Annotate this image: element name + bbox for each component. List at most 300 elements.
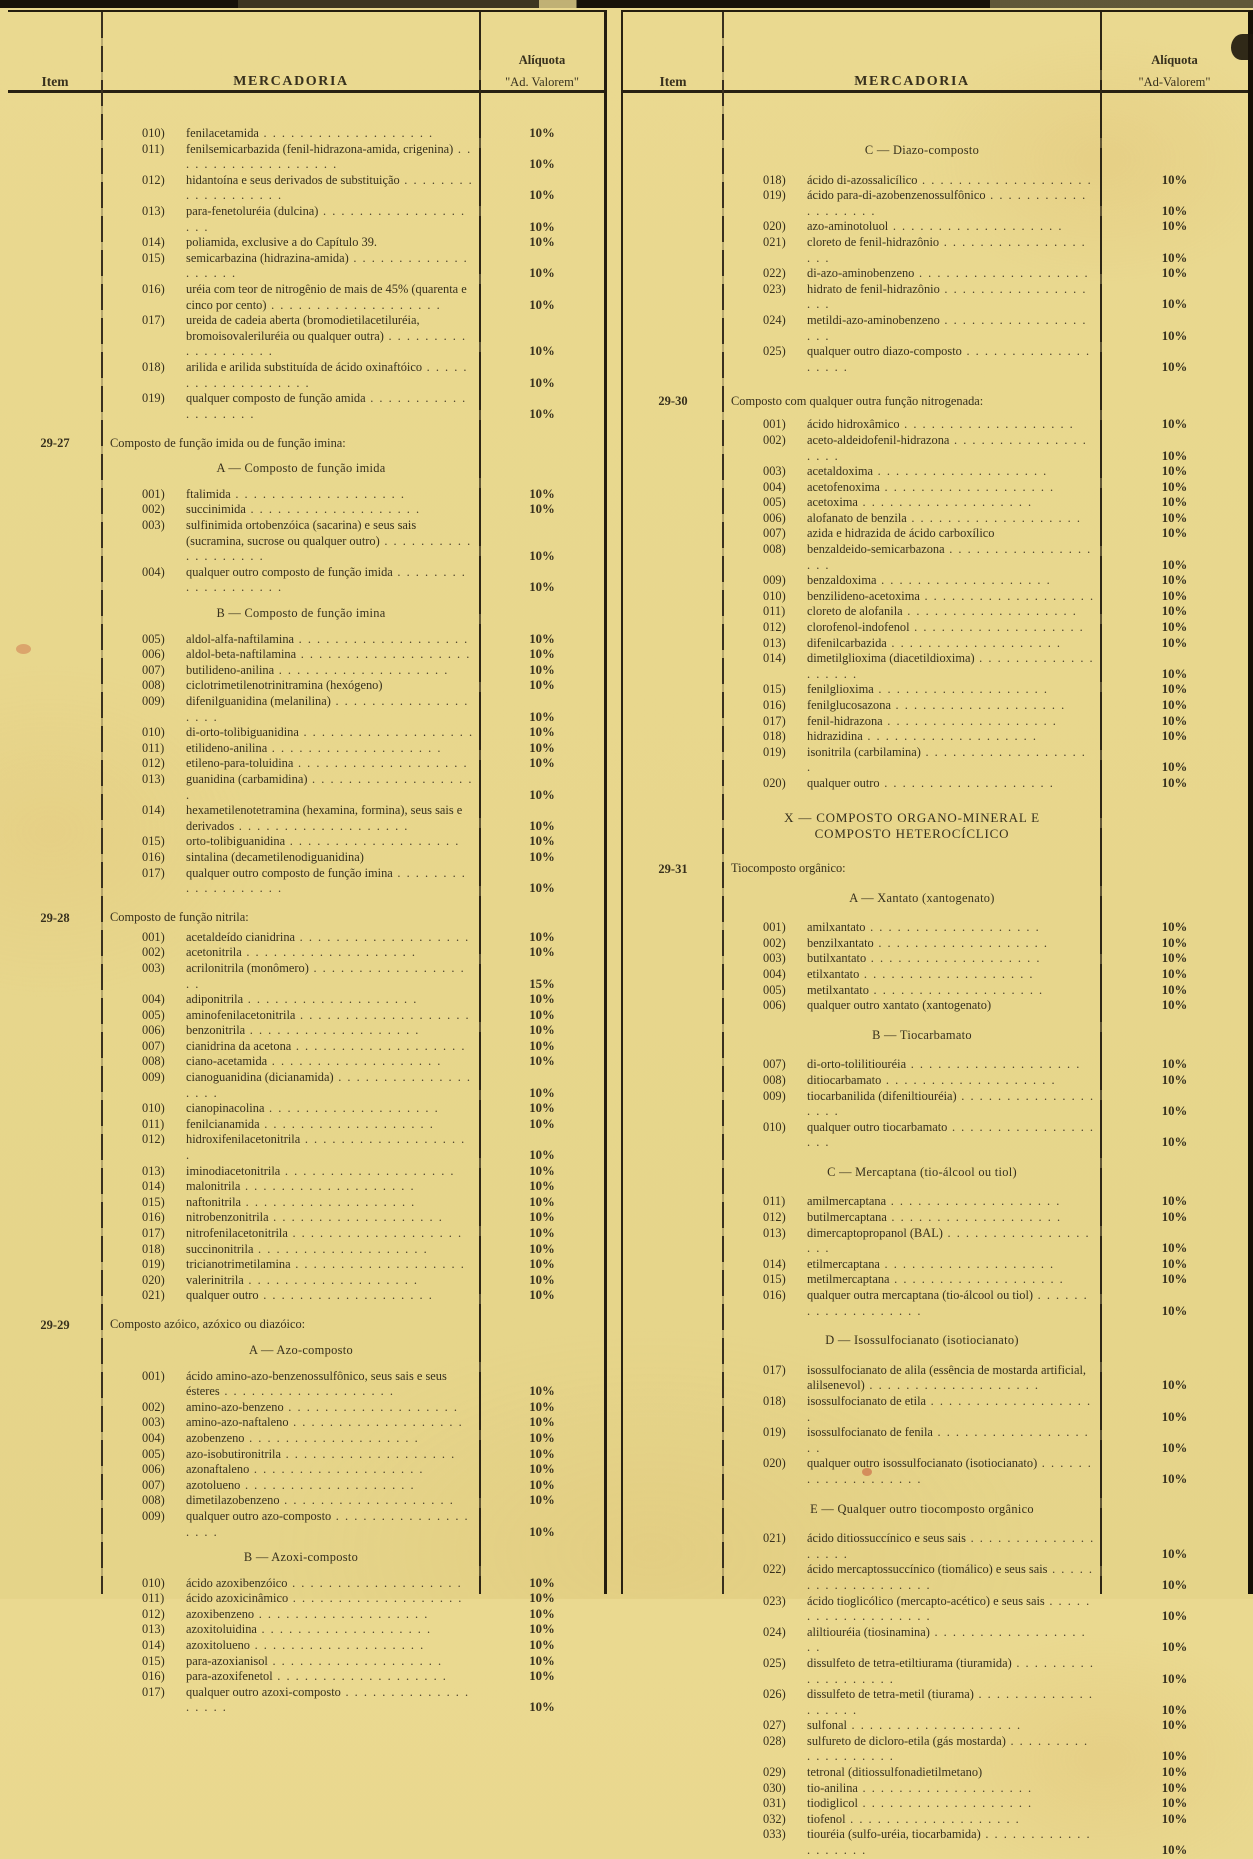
entry-text: tiouréia (sulfo-uréia, tiocarbamida) . . . xyxy=(807,1827,1095,1858)
item-code-cell xyxy=(8,1023,102,1024)
rate-value: 10% xyxy=(529,1669,555,1684)
tariff-entry-row xyxy=(8,565,604,596)
entry-number: 001) xyxy=(142,486,165,501)
entry-text: cianopinacolina . . . xyxy=(186,1101,474,1117)
rate-value: 10% xyxy=(529,1700,555,1715)
rate-value: 10% xyxy=(1161,250,1188,265)
rate-value: 10% xyxy=(529,1415,555,1430)
entry-description-cell xyxy=(102,1576,480,1592)
rate-value: 10% xyxy=(529,1038,555,1053)
subsection-heading: C — Diazo-composto xyxy=(864,143,980,157)
tariff-entry-row xyxy=(623,1272,1248,1288)
entry-description-cell xyxy=(102,1685,480,1716)
entry-number: 019) xyxy=(763,188,786,203)
item-code-cell xyxy=(8,803,102,804)
rate-value: 10% xyxy=(1161,266,1188,281)
entry-description-cell xyxy=(102,1607,480,1623)
entry-text: nitrobenzonitrila . . . xyxy=(186,1210,474,1226)
entry-number: 014) xyxy=(142,1638,165,1653)
entry-number: 015) xyxy=(142,1653,165,1668)
entry-number: 011) xyxy=(142,740,165,755)
tariff-entry-row xyxy=(8,1447,604,1463)
rate-value: 10% xyxy=(1161,982,1188,997)
tariff-entry-row xyxy=(623,511,1248,527)
rate-value: 10% xyxy=(1161,1440,1188,1455)
dot-leader xyxy=(888,219,1063,233)
dot-leader xyxy=(887,636,1062,650)
item-code-cell xyxy=(8,565,102,566)
entry-description-cell xyxy=(723,776,1101,792)
entry-number: 018) xyxy=(142,1241,165,1256)
entry-text: acetofenoxima . . . xyxy=(807,480,1095,496)
entry-description-cell xyxy=(102,663,480,679)
rate-value: 10% xyxy=(529,1054,555,1069)
entry-number: 004) xyxy=(763,479,786,494)
item-code-cell xyxy=(8,235,102,236)
item-code-cell xyxy=(8,1607,102,1608)
entry-description-cell xyxy=(723,266,1101,282)
dot-leader xyxy=(880,480,1055,494)
entry-number: 010) xyxy=(142,126,165,140)
rate-value: 10% xyxy=(1161,1471,1188,1486)
dot-leader xyxy=(920,589,1095,603)
dot-leader xyxy=(295,1008,470,1022)
entry-text: succinonitrila . . . xyxy=(186,1242,474,1258)
tariff-entry-row xyxy=(623,1089,1248,1120)
entry-description-cell xyxy=(102,360,480,391)
tariff-entry-row xyxy=(8,1226,604,1242)
tariff-entry-row xyxy=(8,1607,604,1623)
item-column-rule xyxy=(722,12,724,1594)
dot-leader xyxy=(880,776,1055,790)
tariff-entry-row xyxy=(623,698,1248,714)
entry-description-cell xyxy=(723,714,1101,730)
entry-text: clorofenol-indofenol . . . xyxy=(807,620,1095,636)
rate-value: 10% xyxy=(1161,1072,1188,1087)
subsection-row xyxy=(8,606,604,622)
item-code-cell xyxy=(8,1576,102,1577)
tariff-entry-row xyxy=(623,464,1248,480)
tariff-entry-row xyxy=(623,1194,1248,1210)
tariff-entry-row xyxy=(8,1288,604,1304)
entry-number: 015) xyxy=(763,1272,786,1287)
entry-text: acrilonitrila (monômero) . . . xyxy=(186,961,474,992)
entry-number: 013) xyxy=(142,771,165,786)
entry-text: azoxitolueno . . . xyxy=(186,1638,474,1654)
entry-number: 006) xyxy=(142,1023,165,1038)
subsection-row xyxy=(623,1502,1248,1518)
subsection-row xyxy=(8,1343,604,1359)
rate-value: 10% xyxy=(529,1606,555,1621)
entry-text: tiofenol . . . xyxy=(807,1812,1095,1828)
dot-leader xyxy=(299,725,474,739)
rate-value: 10% xyxy=(529,1179,555,1194)
item-code-cell xyxy=(623,983,723,984)
tariff-entry-row xyxy=(8,945,604,961)
rate-value: 10% xyxy=(529,126,555,140)
rate-value: 10% xyxy=(529,502,555,517)
entry-number: 026) xyxy=(763,1687,786,1702)
entry-text: benzaldeido-semicarbazona . . . xyxy=(807,542,1095,573)
item-code-cell xyxy=(623,1656,723,1657)
item-code-cell xyxy=(8,1415,102,1416)
entry-text: ácido mercaptossuccínico (tiomálico) e seus sais . . . xyxy=(807,1562,1095,1593)
entry-text: hexametilenotetramina (hexamina, formina), seus sais e derivados . . . xyxy=(186,803,474,834)
tariff-entry-row xyxy=(8,678,604,694)
entry-number: 011) xyxy=(142,1116,165,1131)
item-code-cell xyxy=(8,1669,102,1670)
entry-number: 013) xyxy=(142,203,165,218)
rate-value: 10% xyxy=(1161,526,1188,541)
tariff-entry-row xyxy=(623,714,1248,730)
item-code-cell xyxy=(623,1363,723,1364)
dot-leader xyxy=(903,604,1078,618)
entry-description-cell xyxy=(102,1400,480,1416)
item-code-cell xyxy=(623,936,723,937)
rate-value: 10% xyxy=(529,157,555,172)
entry-number: 018) xyxy=(142,359,165,374)
entry-description-cell xyxy=(102,1117,480,1133)
entry-text: qualquer outro . . . xyxy=(807,776,1095,792)
entry-description-cell xyxy=(102,1023,480,1039)
entry-description-cell xyxy=(102,204,480,235)
item-code-cell xyxy=(8,1431,102,1432)
entry-text: azonaftaleno . . . xyxy=(186,1462,474,1478)
item-code-cell xyxy=(623,1718,723,1719)
entry-number: 012) xyxy=(142,1132,165,1147)
entry-text: qualquer outro composto de função imida . . . xyxy=(186,565,474,596)
tariff-entry-row xyxy=(623,282,1248,313)
entry-text: ciclotrimetilenotrinitramina (hexógeno) xyxy=(186,678,383,693)
entry-number: 004) xyxy=(763,966,786,981)
tariff-entry-row xyxy=(623,1456,1248,1487)
entry-number: 007) xyxy=(763,526,786,541)
entry-description-cell xyxy=(102,1273,480,1289)
entry-text: tetronal (ditiossulfonadietilmetano) xyxy=(807,1765,983,1780)
dot-leader xyxy=(243,992,418,1006)
entry-number: 029) xyxy=(763,1765,786,1780)
entry-number: 004) xyxy=(142,564,165,579)
tariff-entry-row xyxy=(8,1132,604,1163)
tariff-entry-row xyxy=(623,589,1248,605)
rate-value: 10% xyxy=(529,1493,555,1508)
entry-number: 015) xyxy=(142,834,165,849)
entry-text: fenilcianamida . . . xyxy=(186,1117,474,1133)
rate-value: 10% xyxy=(1161,1135,1188,1150)
dot-leader xyxy=(234,819,409,833)
item-code-cell xyxy=(8,1343,102,1344)
entry-text: guanidina (carbamidina) . . . xyxy=(186,772,474,803)
dot-leader xyxy=(241,1195,416,1209)
section-row xyxy=(8,910,604,926)
entry-description-cell xyxy=(102,930,480,946)
tariff-entry-row xyxy=(623,1120,1248,1151)
tariff-entry-row xyxy=(8,126,604,142)
entry-text: ftalimida . . . xyxy=(186,487,474,503)
section-title: Composto azóico, azóxico ou diazóico: xyxy=(110,1317,306,1332)
entry-text: benzonitrila . . . xyxy=(186,1023,474,1039)
dot-leader xyxy=(267,298,442,312)
item-code-cell xyxy=(623,1120,723,1121)
entry-description-cell xyxy=(723,1625,1101,1656)
tariff-entry-row xyxy=(623,173,1248,189)
item-code-cell xyxy=(8,1070,102,1071)
entry-number: 016) xyxy=(142,1210,165,1225)
item-code-cell xyxy=(623,480,723,481)
tariff-entry-row xyxy=(623,636,1248,652)
item-code-cell xyxy=(8,126,102,127)
rate-value: 10% xyxy=(529,945,555,960)
entry-text: aminofenilacetonitrila . . . xyxy=(186,1008,474,1024)
entry-text: dimetilazobenzeno . . . xyxy=(186,1493,474,1509)
aliquota-sublabel: "Ad-Valorem" xyxy=(1138,75,1211,89)
entry-number: 004) xyxy=(142,992,165,1007)
tariff-entry-row xyxy=(8,235,604,251)
item-code-cell xyxy=(623,604,723,605)
item-code-cell xyxy=(623,1562,723,1563)
item-code-cell xyxy=(8,1101,102,1102)
entry-number: 002) xyxy=(142,945,165,960)
entry-text: hidrato de fenil-hidrazônio . . . xyxy=(807,282,1095,313)
entry-number: 024) xyxy=(763,312,786,327)
tariff-entry-row xyxy=(8,694,604,725)
entry-number: 019) xyxy=(142,391,165,406)
entry-number: 002) xyxy=(142,1399,165,1414)
tariff-entry-row xyxy=(8,1242,604,1258)
table-header xyxy=(8,12,604,93)
rate-value: 10% xyxy=(1161,1796,1188,1811)
rate-value: 10% xyxy=(529,219,555,234)
entry-description-cell xyxy=(723,511,1101,527)
item-code-cell xyxy=(8,992,102,993)
entry-description-cell xyxy=(102,518,480,565)
entry-number: 005) xyxy=(763,495,786,510)
entry-number: 012) xyxy=(142,756,165,771)
entry-description-cell xyxy=(102,502,480,518)
entry-number: 020) xyxy=(142,1272,165,1287)
item-code-cell xyxy=(623,729,723,730)
subsection-heading: D — Isossulfocianato (isotiocianato) xyxy=(825,1333,1019,1348)
rate-value: 10% xyxy=(1161,1749,1188,1764)
rate-value: 10% xyxy=(1161,1256,1188,1271)
item-code-cell xyxy=(623,433,723,434)
dot-leader xyxy=(291,1257,466,1271)
entry-text: qualquer outro tiocarbamato . . . xyxy=(807,1120,1095,1151)
item-code-cell xyxy=(623,1734,723,1735)
rate-value: 10% xyxy=(1161,666,1188,681)
rate-value: 10% xyxy=(529,818,555,833)
rate-value: 10% xyxy=(529,787,555,802)
entry-description-cell xyxy=(723,1120,1101,1151)
item-code-cell xyxy=(623,1333,723,1334)
tariff-entry-row xyxy=(623,1210,1248,1226)
entry-text: cloreto de fenil-hidrazônio . . . xyxy=(807,235,1095,266)
rate-value: 10% xyxy=(1161,1194,1188,1209)
rate-value: 10% xyxy=(1161,1577,1188,1592)
rate-value: 10% xyxy=(1161,1765,1188,1780)
entry-description-cell xyxy=(723,1425,1101,1456)
rate-value: 10% xyxy=(1161,760,1188,775)
item-code-cell xyxy=(8,1462,102,1463)
entry-number: 018) xyxy=(763,1394,786,1408)
entry-text: ácido di-azossalicílico . . . xyxy=(807,173,1095,189)
tariff-entry-row xyxy=(623,1781,1248,1797)
tariff-entry-row xyxy=(623,1656,1248,1687)
entry-description-cell xyxy=(723,282,1101,313)
item-code-cell xyxy=(8,1638,102,1639)
rate-value: 10% xyxy=(1161,920,1188,935)
dot-leader xyxy=(257,1622,432,1636)
entry-text: aceto-aldeidofenil-hidrazona . . . xyxy=(807,433,1095,464)
entry-description-cell xyxy=(102,1478,480,1494)
entry-description-cell xyxy=(102,1288,480,1304)
rate-value: 10% xyxy=(1161,1057,1188,1072)
entry-number: 012) xyxy=(142,172,165,187)
tariff-entry-row xyxy=(623,417,1248,433)
dot-leader xyxy=(288,1226,463,1240)
subsection-row xyxy=(623,143,1248,159)
rate-value: 10% xyxy=(529,756,555,771)
entry-number: 019) xyxy=(763,744,786,759)
entry-text: para-azoxianisol . . . xyxy=(186,1654,474,1670)
dot-leader xyxy=(281,1447,456,1461)
rate-value: 10% xyxy=(529,1524,555,1539)
tariff-entry-row xyxy=(623,1562,1248,1593)
entry-number: 002) xyxy=(763,432,786,447)
entry-text: tiocarbanilida (difeniltiouréia) . . . xyxy=(807,1089,1095,1120)
entry-number: 015) xyxy=(142,1194,165,1209)
entry-description-cell xyxy=(102,1622,480,1638)
tariff-entry-row xyxy=(8,1685,604,1716)
rate-value: 10% xyxy=(529,647,555,662)
item-code-cell xyxy=(8,1226,102,1227)
dot-leader xyxy=(883,714,1058,728)
item-code-cell xyxy=(623,810,723,811)
entry-description-cell xyxy=(102,1447,480,1463)
item-code-cell xyxy=(623,951,723,952)
entry-number: 008) xyxy=(142,1493,165,1508)
rate-value: 10% xyxy=(529,881,555,896)
tariff-entry-row xyxy=(8,647,604,663)
item-code-cell xyxy=(623,1781,723,1782)
dot-leader xyxy=(253,1242,428,1256)
rate-value: 10% xyxy=(1161,495,1188,510)
entry-number: 007) xyxy=(763,1057,786,1072)
tariff-entry-row xyxy=(623,1425,1248,1456)
item-code-cell xyxy=(623,1456,723,1457)
rate-value: 10% xyxy=(1161,1104,1188,1119)
entry-number: 010) xyxy=(763,1119,786,1134)
entry-number: 008) xyxy=(142,678,165,693)
entry-text: dissulfeto de tetra-etiltiurama (tiuramida) . . . xyxy=(807,1656,1095,1687)
dot-leader xyxy=(259,1288,434,1302)
entry-number: 011) xyxy=(763,1194,786,1209)
entry-text: fenilglucosazona . . . xyxy=(807,698,1095,714)
tariff-entry-row xyxy=(623,1827,1248,1858)
dot-leader xyxy=(240,1478,415,1492)
dot-leader xyxy=(846,1812,1021,1826)
tariff-entry-row xyxy=(8,866,604,897)
table-header xyxy=(623,12,1248,93)
rate-value: 10% xyxy=(529,631,555,646)
item-code-cell xyxy=(623,282,723,283)
item-code-cell xyxy=(8,1054,102,1055)
item-code-cell xyxy=(8,756,102,757)
entry-text: fenilsemicarbazida (fenil-hidrazona-amida, crigenina) . . . xyxy=(186,142,474,173)
item-code-cell xyxy=(8,725,102,726)
item-column-rule xyxy=(101,12,103,1594)
entry-number: 011) xyxy=(142,1591,165,1606)
entry-number: 014) xyxy=(763,651,786,666)
section-title: Composto com qualquer outra função nitrogenada: xyxy=(731,393,984,408)
entry-text: naftonitrila . . . xyxy=(186,1195,474,1211)
rate-value: 10% xyxy=(529,1210,555,1225)
entry-text: uréia com teor de nitrogênio de mais de 45% (quarenta e cinco por cento) . . . xyxy=(186,282,474,313)
entry-description-cell xyxy=(102,1493,480,1509)
entry-number: 017) xyxy=(763,1362,786,1377)
tariff-entry-row xyxy=(8,1164,604,1180)
entry-number: 025) xyxy=(763,1655,786,1670)
entry-description-cell xyxy=(102,741,480,757)
dot-leader xyxy=(274,663,449,677)
tariff-entry-row xyxy=(8,834,604,850)
entry-description-cell xyxy=(723,620,1101,636)
tariff-entry-row xyxy=(623,266,1248,282)
dot-leader xyxy=(869,983,1044,997)
entry-number: 010) xyxy=(142,1575,165,1590)
item-code-cell xyxy=(8,1039,102,1040)
subsection-heading: B — Tiocarbamato xyxy=(872,1027,972,1042)
entry-description-cell xyxy=(102,1008,480,1024)
entry-number: 006) xyxy=(763,510,786,525)
tariff-entry-row xyxy=(623,1073,1248,1089)
tariff-entry-row xyxy=(623,1812,1248,1828)
entry-description-cell xyxy=(723,920,1101,936)
item-code-cell xyxy=(623,417,723,418)
item-code-cell xyxy=(623,266,723,267)
entry-description-cell xyxy=(102,678,480,694)
item-code-cell xyxy=(623,1057,723,1058)
tariff-entry-row xyxy=(8,1638,604,1654)
tariff-entry-row xyxy=(8,992,604,1008)
entry-number: 012) xyxy=(142,1606,165,1621)
tariff-entry-row xyxy=(8,487,604,503)
subsection-row xyxy=(8,1550,604,1566)
entry-description-cell xyxy=(102,756,480,772)
dot-leader xyxy=(242,945,417,959)
entry-description-cell xyxy=(102,391,480,422)
rate-value: 10% xyxy=(529,929,555,944)
entry-text: hidantoína e seus derivados de substituição . . . xyxy=(186,173,474,204)
section-title: Composto de função nitrila: xyxy=(110,910,249,925)
entry-description-cell xyxy=(102,1179,480,1195)
entry-number: 014) xyxy=(763,1256,786,1271)
item-code-cell xyxy=(8,678,102,679)
entry-text: benzilxantato . . . xyxy=(807,936,1095,952)
entry-description-cell xyxy=(723,936,1101,952)
dot-leader xyxy=(249,1462,424,1476)
entry-number: 020) xyxy=(763,1456,786,1471)
item-code-cell xyxy=(623,313,723,314)
entry-number: 013) xyxy=(763,635,786,650)
tariff-table-left xyxy=(8,10,607,1715)
dot-leader xyxy=(273,1669,448,1683)
tariff-entry-row xyxy=(8,1195,604,1211)
entry-text: metildi-azo-aminobenzeno . . . xyxy=(807,313,1095,344)
entry-text: succinimida . . . xyxy=(186,502,474,518)
entry-number: 007) xyxy=(142,1038,165,1053)
section-title: Composto de função imida ou de função imina: xyxy=(110,435,346,450)
